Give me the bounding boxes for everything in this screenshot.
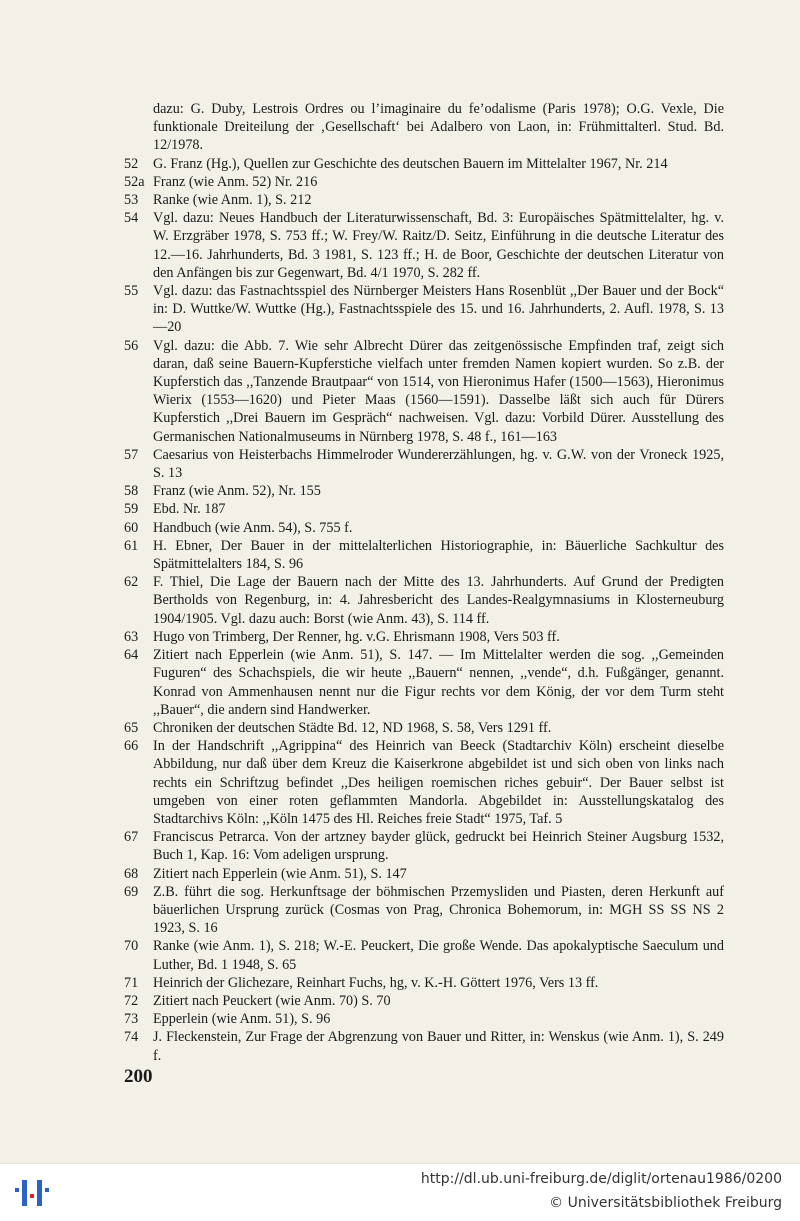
footnote-item bbox=[124, 519, 724, 537]
footnote-text: In der Handschrift ,,Agrippina“ des Heinrich van Beeck (Stadtarchiv Köln) erscheint dieselbe Abbildung, nur daß über dem Kreuz die Kaiserkrone abgebildet ist und sich oben von links nach rechts ein Schriftzug befindet ,,Des heiligen roemischen riches gebuir“. Der Bauer selbst ist umgeben von einer roten geflammten Mandorla. Abgebildet in: Ausstellungskatalog des Stadtarchivs Köln: ,,Köln 1475 des Hl. Reiches freie Stadt“ 1975, Taf. 5 bbox=[153, 738, 724, 827]
footnote-number: 62 bbox=[124, 574, 139, 591]
footnote-text: Chroniken der deutschen Städte Bd. 12, ND 1968, S. 58, Vers 1291 ff. bbox=[153, 719, 552, 736]
footnote-text: Ebd. Nr. 187 bbox=[153, 501, 226, 518]
footnote-text: Ranke (wie Anm. 1), S. 212 bbox=[153, 192, 312, 209]
footnote-number: 52 bbox=[124, 155, 139, 172]
footnote-number: 69 bbox=[124, 883, 139, 900]
footnote-item bbox=[124, 974, 724, 992]
footnote-text: H. Ebner, Der Bauer in der mittelalterlichen Historiographie, in: Bäuerliche Sachkultur des Spätmittelalters 184, S. 96 bbox=[153, 537, 724, 573]
footnote-number: 59 bbox=[124, 501, 139, 518]
footnote-item bbox=[124, 209, 724, 282]
footnote-number: 56 bbox=[124, 337, 139, 354]
footnote-item bbox=[124, 573, 724, 628]
footnote-text: Vgl. dazu: die Abb. 7. Wie sehr Albrecht Dürer das zeitgenössische Empfinden traf, zeigt sich daran, daß seine Bauern-Kupferstiche vielfach unter fremden Namen kopiert wurden. So z.B. der Kupferstich das ,,Tanzende Brautpaar“ von 1514, von Hieronimus Hafer (1500—1563), Hieronimus Wierix (1553—1620) und Pieter Maas (1560—1591). Dasselbe läßt sich auch für Dürers Kupferstich ,,Drei Bauern im Gespräch“ nachweisen. Vgl. dazu: Vorbild Dürer. Ausstellung des Germanischen Nationalmuseums in Nürnberg 1978, S. 48 f., 161—163 bbox=[153, 337, 724, 445]
footnote-text: G. Franz (Hg.), Quellen zur Geschichte des deutschen Bauern im Mittelalter 1967, Nr. 214 bbox=[153, 155, 668, 172]
footnote-number: 65 bbox=[124, 719, 139, 736]
footnote-item bbox=[124, 282, 724, 337]
footnote-text: dazu: G. Duby, Lestrois Ordres ou l’imaginaire du fe’odalisme (Paris 1978); O.G. Vexle, Die funktionale Dreiteilung der ‚Gesellschaft‘ bei Adalbero von Laon, in: Frühmittalterl. Stud. Bd. 12/1978. bbox=[153, 101, 724, 154]
footnote-number: 53 bbox=[124, 192, 139, 209]
footnote-number: 63 bbox=[124, 628, 139, 645]
footnote-item bbox=[124, 828, 724, 864]
footnote-text: Ranke (wie Anm. 1), S. 218; W.-E. Peuckert, Die große Wende. Das apokalyptische Saeculum und Luther, Bd. 1 1948, S. 65 bbox=[153, 938, 724, 973]
footnote-number: 57 bbox=[124, 446, 139, 463]
footnote-item bbox=[124, 1010, 724, 1028]
footnotes-list bbox=[124, 100, 724, 1065]
footnote-number: 67 bbox=[124, 829, 139, 846]
footnote-text: Zitiert nach Epperlein (wie Anm. 51), S. 147. — Im Mittelalter werden die sog. ,,Gemeinden Fuguren“ des Schachspiels, die wir heute ,,Bauern“ nennen, ,,vende“, d.h. Fußgänger, genannt. Konrad von Ammenhausen nennt nur die Figur rechts vor dem König, der vor dem Turm steht ,,Bauer“, die andern sind Handwerker. bbox=[153, 647, 724, 718]
footnote-text: Franz (wie Anm. 52) Nr. 216 bbox=[153, 173, 318, 190]
footnote-item bbox=[124, 646, 724, 719]
footnote-text: Zitiert nach Epperlein (wie Anm. 51), S. 147 bbox=[153, 865, 407, 882]
footnote-number: 70 bbox=[124, 938, 139, 955]
footnote-number: 60 bbox=[124, 519, 139, 536]
footnote-item bbox=[124, 446, 724, 482]
footnote-text: Vgl. dazu: das Fastnachtsspiel des Nürnberger Meisters Hans Rosenblüt ,,Der Bauer und der Bock“ in: D. Wuttke/W. Wuttke (Hg.), Fastnachtsspiele des 15. und 16. Jahrhunderts, 2. Aufl. 1978, S. 13—20 bbox=[153, 283, 724, 336]
footnote-text: Franciscus Petrarca. Von der artzney bayder glück, gedruckt bei Heinrich Steiner Augsburg 1532, Buch 1, Kap. 16: Vom adeligen ursprung. bbox=[153, 829, 724, 864]
footnote-item bbox=[124, 628, 724, 646]
footnote-number: 52a bbox=[124, 173, 145, 190]
footnote-number: 66 bbox=[124, 738, 139, 755]
footnote-text: Zitiert nach Peuckert (wie Anm. 70) S. 70 bbox=[153, 992, 391, 1009]
footnote-text: Caesarius von Heisterbachs Himmelroder Wundererzählungen, hg. v. G.W. von der Vroneck 1925, S. 13 bbox=[153, 446, 724, 482]
footnote-number: 61 bbox=[124, 537, 139, 554]
footnote-number: 73 bbox=[124, 1011, 139, 1028]
footnote-number: 54 bbox=[124, 210, 139, 227]
footnote-number: 68 bbox=[124, 865, 139, 882]
footnote-number: 64 bbox=[124, 647, 139, 664]
footnote-number: 72 bbox=[124, 992, 139, 1009]
footnote-number: 71 bbox=[124, 974, 139, 991]
footnote-item bbox=[124, 191, 724, 209]
footnote-item bbox=[124, 1028, 724, 1064]
footnote-text: Z.B. führt die sog. Herkunftsage der böhmischen Przemysliden und Piasten, deren Herkunft auf bäuerlichen Ursprung zurück (Cosmas von Prag, Chronica Bohemorum, in: MGH SS SS NS 2 1923, S. 16 bbox=[153, 883, 724, 937]
footnote-text: Handbuch (wie Anm. 54), S. 755 f. bbox=[153, 519, 353, 536]
footnote-number: 58 bbox=[124, 483, 139, 500]
footnote-item bbox=[124, 537, 724, 573]
footnote-item bbox=[124, 500, 724, 518]
footnote-text: Vgl. dazu: Neues Handbuch der Literaturwissenschaft, Bd. 3: Europäisches Spätmittelalter, hg. v. W. Erzgräber 1978, S. 753 ff.; W. Frey/W. Raitz/D. Seitz, Einführung in die deutsche Literatur des 12.—16. Jahrhunderts, Bd. 3 1981, S. 123 ff.; H. de Boor, Geschichte der deutschen Literatur von den Anfängen bis zur Gegenwart, Bd. 4/1 1970, S. 282 ff. bbox=[153, 210, 724, 281]
footnote-text: Hugo von Trimberg, Der Renner, hg. v.G. Ehrismann 1908, Vers 503 ff. bbox=[153, 628, 560, 645]
footnote-item bbox=[124, 992, 724, 1010]
footnote-text: F. Thiel, Die Lage der Bauern nach der Mitte des 13. Jahrhunderts. Auf Grund der Predigten Bertholds von Regenburg, in: 4. Jahresbericht des Landes-Realgymnasiums in Klosterneuburg 1904/1905. Vgl. dazu auch: Borst (wie Anm. 43), S. 114 ff. bbox=[153, 574, 724, 627]
footnote-item bbox=[124, 155, 724, 173]
footnote-item bbox=[124, 482, 724, 500]
footnote-item bbox=[124, 737, 724, 828]
footnote-number bbox=[124, 100, 153, 155]
source-url-link[interactable]: http://dl.ub.uni-freiburg.de/diglit/ortenau1986/0200 bbox=[420, 1171, 782, 1187]
footnote-text: Heinrich der Glichezare, Reinhart Fuchs, hg, v. K.-H. Göttert 1976, Vers 13 ff. bbox=[153, 974, 599, 991]
ub-freiburg-logo-icon bbox=[12, 1172, 52, 1212]
footnote-item bbox=[124, 865, 724, 883]
footnote-item bbox=[124, 100, 724, 155]
footnote-item bbox=[124, 719, 724, 737]
copyright-text: © Universitätsbibliothek Freiburg bbox=[549, 1195, 782, 1211]
footnote-text: Epperlein (wie Anm. 51), S. 96 bbox=[153, 1011, 331, 1028]
footnote-item bbox=[124, 173, 724, 191]
footnote-number: 74 bbox=[124, 1029, 139, 1046]
page-number: 200 bbox=[124, 1066, 153, 1087]
footnote-item bbox=[124, 337, 724, 446]
footnote-text: Franz (wie Anm. 52), Nr. 155 bbox=[153, 483, 321, 500]
footnote-text: J. Fleckenstein, Zur Frage der Abgrenzung von Bauer und Ritter, in: Wenskus (wie Anm. 1), S. 249 f. bbox=[153, 1029, 724, 1064]
footnote-item bbox=[124, 937, 724, 973]
footnote-item bbox=[124, 883, 724, 938]
footnote-number: 55 bbox=[124, 283, 139, 300]
